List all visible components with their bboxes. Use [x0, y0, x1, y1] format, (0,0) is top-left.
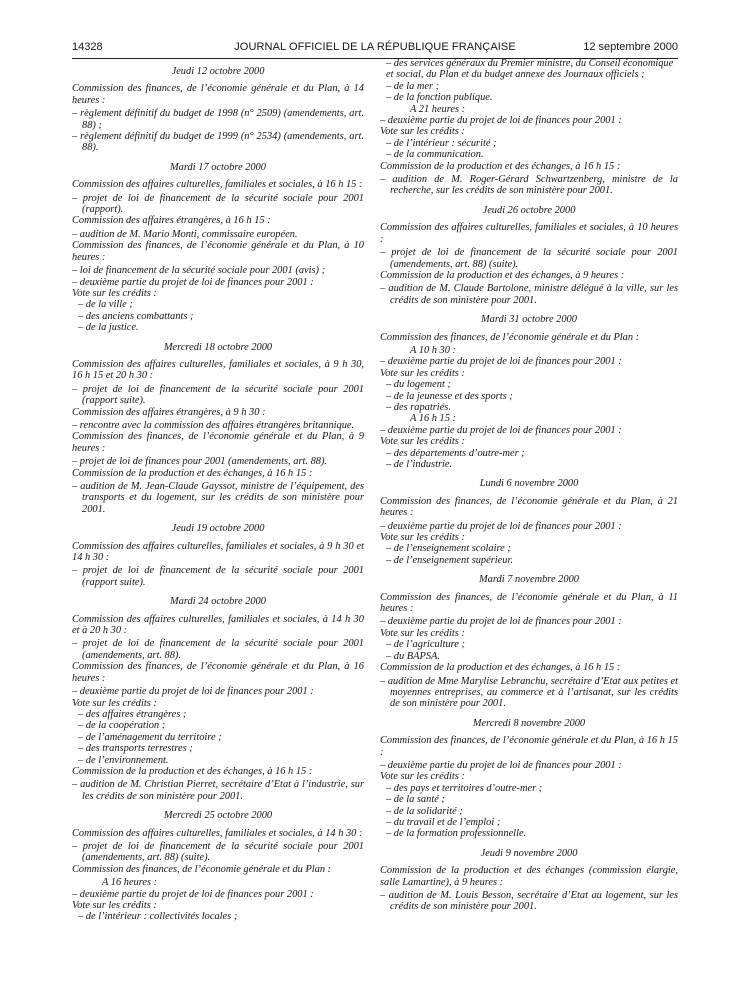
vote-label: Vote sur les crédits :	[380, 367, 465, 379]
credit-item: – du BAPSA.	[380, 651, 678, 662]
credit-item: – de la formation professionnelle.	[380, 828, 678, 839]
agenda-item: – loi de financement de la sécurité sociale pour 2001 (avis) ;	[72, 265, 364, 276]
credit-item: – de la solidarité ;	[380, 806, 678, 817]
credit-item: – de l’enseignement supérieur.	[380, 555, 678, 566]
commission-entry: Commission des finances, de l’économie générale et du Plan, à 9 heures :	[72, 431, 364, 454]
credit-item: – de l’enseignement scolaire ;	[380, 543, 678, 554]
credit-item: – de la santé ;	[380, 794, 678, 805]
commission-entry: Commission des finances, de l’économie générale et du Plan :	[72, 863, 332, 875]
commission-entry: Commission des finances, de l’économie générale et du Plan, à 11 heures :	[380, 591, 678, 615]
credit-item: – des affaires étrangères ;	[72, 709, 364, 720]
day-heading: Mardi 31 octobre 2000	[481, 314, 577, 326]
vote-label: Vote sur les crédits :	[380, 532, 465, 544]
agenda-item: – projet de loi de finances pour 2001 (amendements, art. 88).	[72, 456, 364, 467]
commission-entry: Commission de la production et des échanges, à 16 h 15 :	[380, 160, 621, 172]
credit-item: – de la coopération ;	[72, 720, 364, 731]
day-heading: Lundi 6 novembre 2000	[479, 478, 579, 490]
day-heading: Mercredi 8 novembre 2000	[472, 717, 586, 729]
agenda-item: – projet de loi de financement de la sécurité sociale pour 2001 (amendements, art. 88) (suite).	[380, 247, 678, 270]
agenda-item: – deuxième partie du projet de loi de finances pour 2001 :	[72, 686, 364, 697]
agenda-item: – règlement définitif du budget de 1999 (n° 2534) (amendements, art. 88).	[72, 131, 364, 154]
vote-label: Vote sur les crédits :	[72, 287, 157, 299]
agenda-item: – audition de M. Louis Besson, secrétaire d’Etat au logement, sur les crédits de son ministère pour 2001.	[380, 890, 678, 913]
time-label: A 16 h 15 :	[410, 413, 456, 425]
commission-entry: Commission des finances, de l’économie générale et du Plan :	[380, 331, 640, 343]
commission-entry: Commission des affaires étrangères, à 16 h 15 :	[72, 215, 271, 227]
time-label: A 10 h 30 :	[410, 344, 456, 356]
commission-entry: Commission des finances, de l’économie générale et du Plan, à 16 heures :	[72, 661, 364, 684]
day-heading: Mercredi 25 octobre 2000	[163, 810, 273, 822]
commission-entry: Commission des affaires culturelles, familiales et sociales, à 16 h 15 :	[72, 179, 363, 191]
agenda-item: – audition de Mme Marylise Lebranchu, secrétaire d’Etat aux petites et moyennes entreprises, au commerce et à l’artisanat, sur les crédits de son ministère pour 2001.	[380, 676, 678, 710]
agenda-item: – projet de loi de financement de la sécurité sociale pour 2001 (rapport).	[72, 193, 364, 216]
credit-item: – de la communication.	[380, 149, 678, 160]
credit-item: – de l’agriculture ;	[380, 639, 678, 650]
credit-item: – des rapatriés.	[380, 402, 678, 413]
agenda-item: – audition de M. Mario Monti, commissaire européen.	[72, 229, 364, 240]
agenda-item: – projet de loi de financement de la sécurité sociale pour 2001 (rapport suite).	[72, 565, 364, 588]
vote-label: Vote sur les crédits :	[380, 771, 465, 783]
credit-item: – de la jeunesse et des sports ;	[380, 391, 678, 402]
vote-label: Vote sur les crédits :	[380, 627, 465, 639]
day-heading: Mercredi 18 octobre 2000	[163, 341, 273, 353]
time-label: A 16 heures :	[102, 877, 158, 889]
vote-label: Vote sur les crédits :	[380, 436, 465, 448]
commission-entry: Commission des finances, de l’économie générale et du Plan, à 16 h 15 :	[380, 735, 678, 758]
agenda-item: – audition de M. Roger-Gérard Schwartzenberg, ministre de la recherche, sur les crédits de son ministère pour 2001.	[380, 174, 678, 197]
agenda-item: – audition de M. Christian Pierret, secrétaire d’Etat à l’industrie, sur les crédits de son ministère pour 2001.	[72, 779, 364, 802]
time-label: A 21 heures :	[410, 103, 466, 115]
agenda-item: – audition de M. Claude Bartolone, ministre délégué à la ville, sur les crédits de son ministère pour 2001.	[380, 283, 678, 306]
credit-item: – de l’intérieur : sécurité ;	[380, 138, 678, 149]
agenda-item: – deuxième partie du projet de loi de finances pour 2001 :	[380, 521, 678, 532]
credit-item: – de l’industrie.	[380, 459, 678, 470]
commission-entry: Commission des affaires culturelles, familiales et sociales, à 14 h 30 et à 20 h 30 :	[72, 613, 364, 637]
day-heading: Jeudi 26 octobre 2000	[482, 204, 576, 216]
day-heading: Jeudi 9 novembre 2000	[480, 847, 578, 859]
commission-entry: Commission des finances, de l’économie générale et du Plan, à 14 heures :	[72, 83, 364, 106]
commission-entry: Commission de la production et des échanges, à 16 h 15 :	[380, 662, 621, 674]
commission-entry: Commission de la production et des échanges, à 9 heures :	[380, 269, 625, 281]
vote-label: Vote sur les crédits :	[72, 697, 157, 709]
credit-item: – de la mer ;	[380, 81, 678, 92]
day-heading: Jeudi 19 octobre 2000	[171, 523, 265, 535]
agenda-item: – rencontre avec la commission des affaires étrangères britannique.	[72, 420, 364, 431]
agenda-item: – deuxième partie du projet de loi de finances pour 2001 :	[380, 425, 678, 436]
credit-item: – de la fonction publique.	[380, 92, 678, 103]
agenda-item: – projet de loi de financement de la sécurité sociale pour 2001 (amendements, art. 88).	[72, 638, 364, 661]
credit-item: – du travail et de l’emploi ;	[380, 817, 678, 828]
commission-entry: Commission de la production et des échanges, à 16 h 15 :	[72, 467, 313, 479]
commission-entry: Commission des affaires culturelles, familiales et sociales, à 14 h 30 :	[72, 827, 363, 839]
agenda-item: – deuxième partie du projet de loi de finances pour 2001 :	[380, 115, 678, 126]
credit-item: – de l’intérieur : collectivités locales ;	[72, 911, 364, 922]
agenda-item: – projet de loi de financement de la sécurité sociale pour 2001 (amendements, art. 88) (suite).	[72, 841, 364, 864]
right-column	[380, 58, 678, 913]
credit-item: – du logement ;	[380, 379, 678, 390]
journal-title: JOURNAL OFFICIEL DE LA RÉPUBLIQUE FRANÇAISE	[234, 41, 516, 53]
credit-item: – des anciens combattants ;	[72, 311, 364, 322]
agenda-item: – deuxième partie du projet de loi de finances pour 2001 :	[380, 616, 678, 627]
credit-item: – des services généraux du Premier ministre, du Conseil économique et social, du Plan et du budget annexe des Journaux officiels ;	[380, 58, 678, 81]
agenda-item: – audition de M. Jean-Claude Gayssot, ministre de l’équipement, des transports et du logement, sur les crédits de son ministère pour 2001.	[72, 481, 364, 515]
agenda-item: – projet de loi de financement de la sécurité sociale pour 2001 (rapport suite).	[72, 384, 364, 407]
vote-label: Vote sur les crédits :	[380, 126, 465, 138]
vote-label: Vote sur les crédits :	[72, 900, 157, 911]
credit-item: – des départements d’outre-mer ;	[380, 448, 678, 459]
credit-item: – de la justice.	[72, 322, 364, 333]
commission-entry: Commission de la production et des échanges, à 16 h 15 :	[72, 765, 313, 777]
day-heading: Mardi 17 octobre 2000	[170, 161, 266, 173]
commission-entry: Commission de la production et des échanges (commission élargie, salle Lamartine), à 9 heures :	[380, 865, 678, 888]
page-header	[72, 36, 678, 59]
credit-item: – des pays et territoires d’outre-mer ;	[380, 783, 678, 794]
commission-entry: Commission des finances, de l’économie générale et du Plan, à 21 heures :	[380, 495, 678, 519]
commission-entry: Commission des affaires culturelles, familiales et sociales, à 10 heures :	[380, 222, 678, 245]
agenda-item: – deuxième partie du projet de loi de finances pour 2001 :	[380, 356, 678, 367]
agenda-item: – deuxième partie du projet de loi de finances pour 2001 :	[72, 889, 364, 900]
credit-item: – de la ville ;	[72, 299, 364, 310]
commission-entry: Commission des affaires étrangères, à 9 h 30 :	[72, 406, 266, 418]
credit-item: – de l’environnement.	[72, 755, 364, 766]
day-heading: Jeudi 12 octobre 2000	[171, 66, 265, 77]
left-column	[72, 58, 364, 923]
agenda-item: – deuxième partie du projet de loi de finances pour 2001 :	[380, 760, 678, 771]
commission-entry: Commission des finances, de l’économie générale et du Plan, à 10 heures :	[72, 240, 364, 263]
agenda-item: – règlement définitif du budget de 1998 (n° 2509) (amendements, art. 88) ;	[72, 108, 364, 131]
agenda-item: – deuxième partie du projet de loi de finances pour 2001 :	[72, 277, 364, 288]
issue-date: 12 septembre 2000	[583, 41, 678, 53]
commission-entry: Commission des affaires culturelles, familiales et sociales, à 9 h 30 et 14 h 30 :	[72, 540, 364, 564]
credit-item: – de l’aménagement du territoire ;	[72, 732, 364, 743]
day-heading: Mardi 7 novembre 2000	[479, 574, 579, 586]
commission-entry: Commission des affaires culturelles, familiales et sociales, à 9 h 30, 16 h 15 et 20 h 30 :	[72, 358, 364, 382]
page-number: 14328	[72, 41, 103, 53]
credit-item: – des transports terrestres ;	[72, 743, 364, 754]
day-heading: Mardi 24 octobre 2000	[170, 596, 266, 608]
